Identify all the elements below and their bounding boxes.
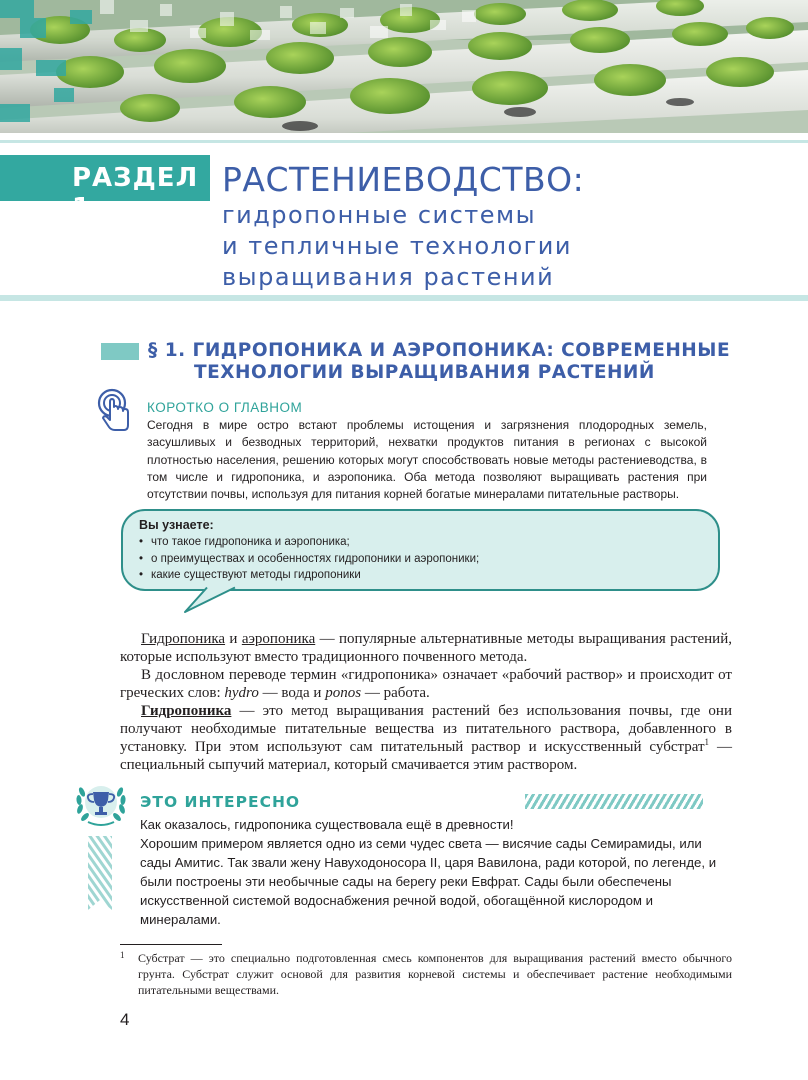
paragraph-2 <box>120 666 732 702</box>
paragraph-3 <box>120 702 732 774</box>
summary-heading: КОРОТКО О ГЛАВНОМ <box>147 400 303 415</box>
text-run: В дословном переводе термин «гидропоника» означает «рабочий раствор» и происходит от греческих слов: <box>120 667 732 701</box>
interesting-text <box>140 815 732 929</box>
word-hydro: hydro <box>224 685 259 701</box>
paragraph-title <box>148 340 730 384</box>
paragraph-title-line: § 1. ГИДРОПОНИКА И АЭРОПОНИКА: СОВРЕМЕННЫЕ <box>148 340 731 361</box>
term-hydroponics: Гидропоника <box>141 631 226 647</box>
learn-item: • какие существуют методы гидропоники <box>139 567 718 584</box>
summary-text: Сегодня в мире остро встают проблемы истощения и загрязнения плодородных земель, засушливых и безводных территорий, нехватки продуктов питания в регионах с высокой плотностью населения, решению которых могут способствовать новые методы растениеводства, в том числе и гидропоника, и аэропоника. Оба метода позволяют выращивать растения при отсутствии почвы, используя для питания корней богатые минералами питательные растворы. <box>147 418 707 502</box>
text-run: — вода и <box>258 685 326 701</box>
interesting-title: ЭТО ИНТЕРЕСНО <box>140 793 301 811</box>
touch-hand-icon <box>97 388 135 432</box>
trophy-laurel-icon <box>74 778 128 830</box>
section-title-main: РАСТЕНИЕВОДСТВО: <box>222 160 585 199</box>
paragraph-1 <box>120 630 732 666</box>
learn-item: • о преимуществах и особенностях гидропоники и аэропоники; <box>139 551 718 568</box>
paragraph-marker <box>101 343 139 360</box>
term-hydroponics-definition: Гидропоника <box>141 703 232 719</box>
band-line-bottom <box>0 295 808 301</box>
learn-title: Вы узнаете: <box>139 518 214 532</box>
text-run: — популярные альтернативные методы выращивания растений, которые используют вместо традиционного почвенного метода. <box>120 631 732 665</box>
section-title-line: выращивания растений <box>222 263 555 291</box>
page-number: 4 <box>120 1010 130 1029</box>
footnote-ref[interactable]: 1 <box>704 737 710 747</box>
stripe-decoration <box>525 794 703 809</box>
header-photo <box>0 0 808 138</box>
text-run: — это метод выращивания растений без использования почвы, где они получают необходимые питательные вещества из питательного раствора, добавленного в установку. При этом используют сам питательный раствор и искусственный субстрат <box>120 703 732 755</box>
footnote-text: Субстрат — это специально подготовленная смесь компонентов для выращивания растений вместо обычного грунта. Субстрат служит основой для развития корневой системы и обеспечивает растение необходимыми питательными веществами. <box>138 951 732 997</box>
interesting-line-1: Как оказалось, гидропоника существовала ещё в древности! <box>140 817 514 832</box>
section-title-line: гидропонные системы <box>222 201 537 229</box>
term-aeroponics: аэропоника <box>241 631 316 647</box>
learn-bubble <box>121 509 720 591</box>
paragraph-title-line: ТЕХНОЛОГИИ ВЫРАЩИВАНИЯ РАСТЕНИЙ <box>194 362 655 383</box>
section-tab: РАЗДЕЛ 1 <box>0 155 210 201</box>
band-line-top <box>0 140 808 143</box>
main-text <box>120 630 732 774</box>
text-run: — работа. <box>361 685 430 701</box>
learn-list <box>139 534 718 584</box>
section-title <box>222 160 584 293</box>
word-ponos: ponos <box>325 685 362 701</box>
text-run: — специальный сыпучий материал, который смачивается этим раствором. <box>120 739 732 773</box>
footnote-rule <box>120 944 222 945</box>
section-title-line: и тепличные технологии <box>222 232 572 260</box>
learn-item: • что такое гидропоника и аэропоника; <box>139 534 718 551</box>
interesting-body: Хорошим примером является одно из семи чудес света — висячие сады Семирамиды, или сады Амитис. Так звали жену Навуходоносора II, царя Вавилона, ради которой, по легенде, и были построены эти необычные сады на берегу реки Евфрат. Сады были обеспечены искусственной системой водоснабжения речной водой, обогащённой кислородом и минералами. <box>140 836 717 927</box>
text-run: и <box>225 631 242 647</box>
footnote <box>120 950 732 998</box>
bubble-tail <box>177 586 247 614</box>
footnote-number: 1 <box>120 950 125 960</box>
ribbon-bookmark <box>88 836 112 910</box>
